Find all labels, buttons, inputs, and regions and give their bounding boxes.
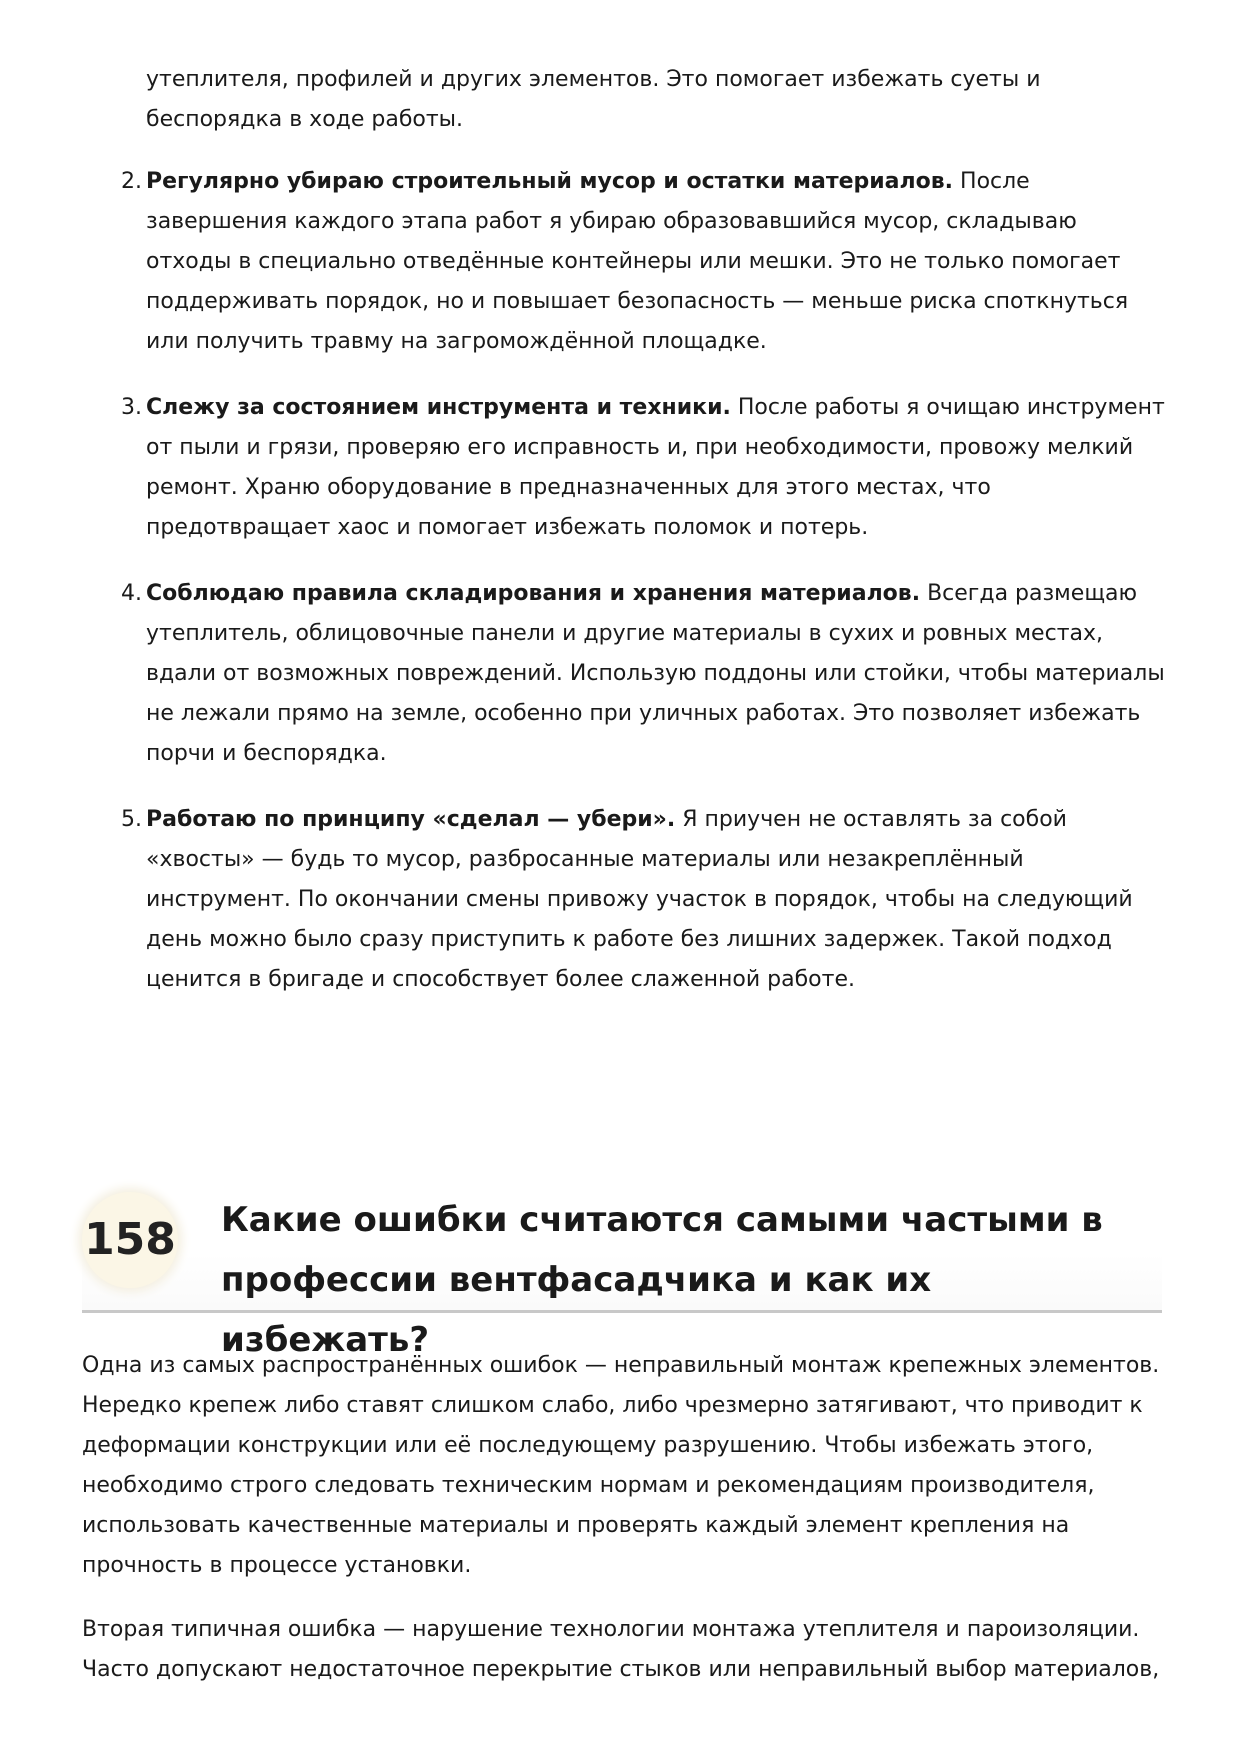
list-item-number: 2.	[121, 169, 142, 194]
section-number-badge: 158	[82, 1192, 178, 1288]
list-item	[121, 388, 1166, 548]
list-item-text: Я приучен не оставлять за собой «хвосты» — будь то мусор, разбросанные материалы или незакреплённый инструмент. По окончании смены привожу участок в порядок, чтобы на следующий день можно было сразу приступить к работе без лишних задержек. Такой подход ценится в бригаде и способствует более слаженной работе.	[146, 807, 1133, 992]
list-item	[121, 162, 1166, 362]
list-item-heading: Работаю по принципу «сделал — убери».	[146, 807, 676, 832]
list-item-text: После завершения каждого этапа работ я убираю образовавшийся мусор, складываю отходы в специально отведённые контейнеры или мешки. Это не только помогает поддерживать порядок, но и повышает безопасность — меньше риска споткнуться или получить травму на загромождённой площадке.	[146, 169, 1129, 354]
list-item-text: Всегда размещаю утеплитель, облицовочные панели и другие материалы в сухих и ровных местах, вдали от возможных повреждений. Использую поддоны или стойки, чтобы материалы не лежали прямо на земле, особенно при уличных работах. Это позволяет избежать порчи и беспорядка.	[146, 581, 1165, 766]
list-item	[121, 574, 1166, 774]
list-item	[121, 800, 1166, 1000]
numbered-list	[121, 162, 1166, 1026]
section-heading	[82, 1168, 1162, 1360]
section-title: Какие ошибки считаются самыми частыми в профессии вентфасадчика и как их избежать?	[221, 1200, 1103, 1360]
list-item-text: После работы я очищаю инструмент от пыли и грязи, проверяю его исправность и, при необходимости, провожу мелкий ремонт. Храню оборудование в предназначенных для этого местах, что предотвращает хаос и помогает избежать поломок и потерь.	[146, 395, 1165, 540]
body-paragraph: Вторая типичная ошибка — нарушение технологии монтажа утеплителя и пароизоляции. Часто допускают недостаточное перекрытие стыков или неправильный выбор материалов,	[82, 1617, 1160, 1682]
list-item-number: 3.	[121, 395, 142, 420]
list-item-number: 5.	[121, 807, 142, 832]
list-item-heading: Регулярно убираю строительный мусор и остатки материалов.	[146, 169, 954, 194]
body-paragraph: Одна из самых распространённых ошибок — неправильный монтаж крепежных элементов. Нередко крепеж либо ставят слишком слабо, либо чрезмерно затягивают, что приводит к деформации конструкции или её последующему разрушению. Чтобы избежать этого, необходимо строго следовать техническим нормам и рекомендациям производителя, использовать качественные материалы и проверять каждый элемент крепления на прочность в процессе установки.	[82, 1353, 1160, 1578]
list-item-number: 4.	[121, 581, 142, 606]
list-item-heading: Соблюдаю правила складирования и хранения материалов.	[146, 581, 921, 606]
list-item-heading: Слежу за состоянием инструмента и техники.	[146, 395, 731, 420]
continued-paragraph: утеплителя, профилей и других элементов. Это помогает избежать суеты и беспорядка в ходе работы.	[146, 67, 1041, 132]
